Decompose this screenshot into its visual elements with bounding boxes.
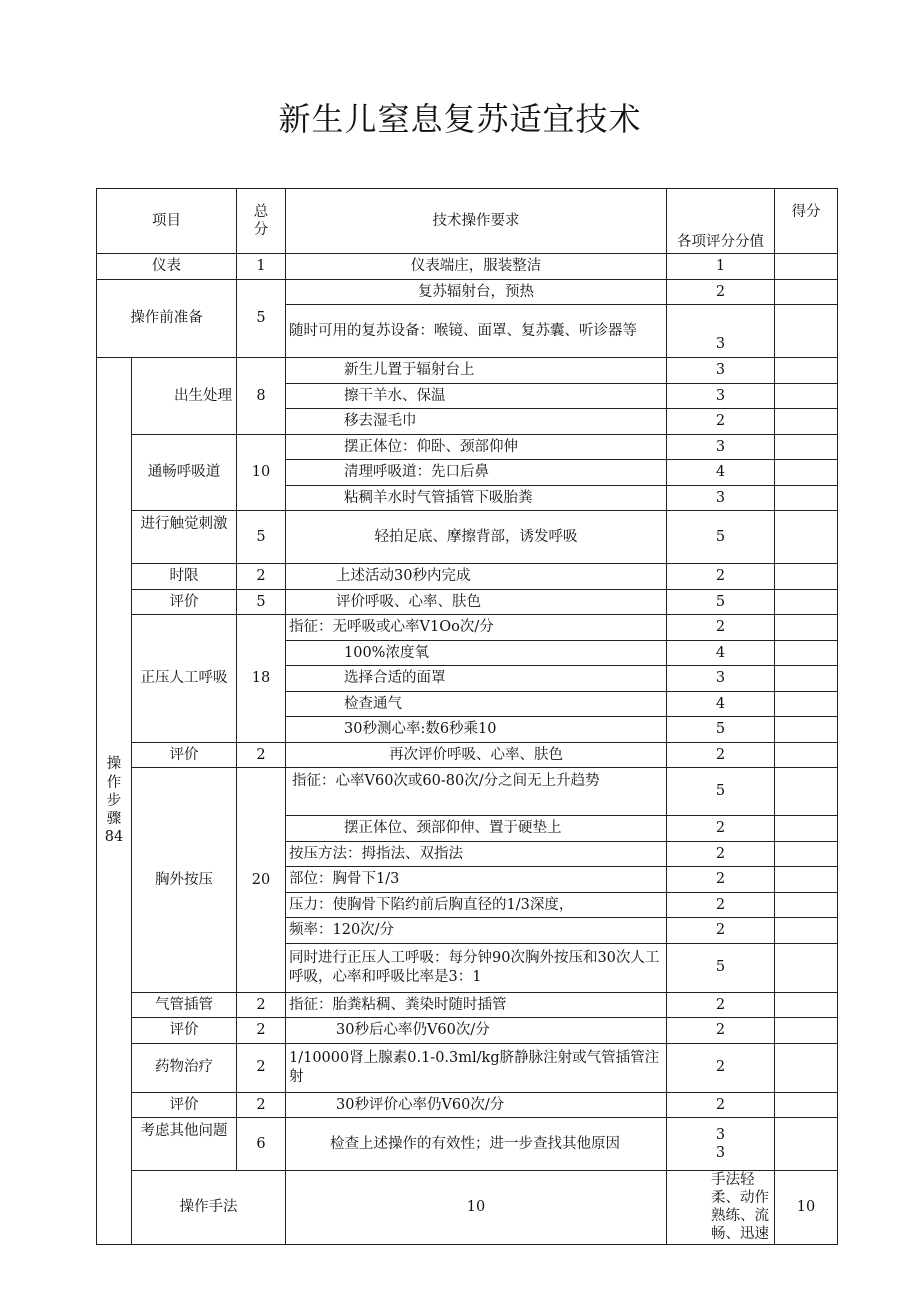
score-cell — [775, 867, 838, 893]
requirement-cell: 粘稠羊水时气管插管下吸胎粪 — [286, 485, 667, 511]
requirement-cell: 仪表端庄，服装整洁 — [286, 254, 667, 280]
score-cell — [775, 589, 838, 615]
score-cell — [775, 691, 838, 717]
score-cell — [775, 892, 838, 918]
subscore-cell: 2 — [667, 564, 775, 590]
requirement-cell: 擦干羊水、保温 — [286, 383, 667, 409]
section-name: 评价 — [132, 742, 237, 768]
subscore-cell: 2 — [667, 1043, 775, 1092]
section-total: 5 — [237, 589, 286, 615]
section-name: 气管插管 — [132, 992, 237, 1018]
score-cell — [775, 434, 838, 460]
scoring-table — [96, 188, 838, 1245]
requirement-cell: 30秒测心率:数6秒乘10 — [286, 717, 667, 743]
steps-label: 操作 步骤 84 — [97, 358, 132, 1245]
section-total: 8 — [237, 358, 286, 435]
section-name: 药物治疗 — [132, 1043, 237, 1092]
section-name: 操作前准备 — [97, 279, 237, 358]
requirement-cell: 指征：胎粪粘稠、粪染时随时插管 — [286, 992, 667, 1018]
subscore-cell: 2 — [667, 742, 775, 768]
requirement-cell: 上述活动30秒内完成 — [286, 564, 667, 590]
subscore-cell: 3 — [667, 485, 775, 511]
requirement-cell: 按压方法：拇指法、双指法 — [286, 841, 667, 867]
subscore-cell: 3 — [667, 434, 775, 460]
section-total: 20 — [237, 768, 286, 993]
requirement-cell: 30秒后心率仍V60次/分 — [286, 1018, 667, 1044]
table-row — [97, 1092, 838, 1118]
score-cell — [775, 1018, 838, 1044]
subscore-cell: 2 — [667, 867, 775, 893]
table-header-row — [97, 189, 838, 254]
section-total: 2 — [237, 1092, 286, 1118]
table-row — [97, 511, 838, 564]
subscore-cell: 5 — [667, 768, 775, 816]
section-total: 10 — [286, 1171, 667, 1245]
score-cell — [775, 460, 838, 486]
score-cell — [775, 358, 838, 384]
requirement-cell: 检查上述操作的有效性；进一步查找其他原因 — [286, 1118, 667, 1171]
requirement-cell: 指征：无呼吸或心率V1Oo次/分 — [286, 615, 667, 641]
score-cell — [775, 816, 838, 842]
section-name: 时限 — [132, 564, 237, 590]
requirement-cell: 轻拍足底、摩擦背部，诱发呼吸 — [286, 511, 667, 564]
table-row — [97, 254, 838, 280]
requirement-cell: 指征：心率V60次或60-80次/分之间无上升趋势 — [286, 768, 667, 816]
requirement-cell: 同时进行正压人工呼吸：每分钟90次胸外按压和30次人工呼吸，心率和呼吸比率是3：1 — [286, 943, 667, 992]
subscore-cell: 2 — [667, 992, 775, 1018]
score-cell — [775, 1118, 838, 1171]
subscore-cell: 3 — [667, 666, 775, 692]
section-total: 1 — [237, 254, 286, 280]
score-cell — [775, 943, 838, 992]
section-name: 仪表 — [97, 254, 237, 280]
subscore-cell: 2 — [667, 409, 775, 435]
section-total: 10 — [237, 434, 286, 511]
score-cell — [775, 742, 838, 768]
requirement-cell: 移去湿毛巾 — [286, 409, 667, 435]
table-row — [97, 1018, 838, 1044]
score-cell — [775, 254, 838, 280]
subscore-cell: 5 — [667, 943, 775, 992]
table-row — [97, 564, 838, 590]
requirement-cell: 清理呼吸道：先口后鼻 — [286, 460, 667, 486]
subscore-cell: 4 — [667, 640, 775, 666]
requirement-cell: 选择合适的面罩 — [286, 666, 667, 692]
section-total: 2 — [237, 1043, 286, 1092]
requirement-cell: 随时可用的复苏设备：喉镜、面罩、复苏囊、听诊器等 — [286, 305, 667, 358]
document-title: 新生儿窒息复苏适宜技术 — [278, 100, 642, 138]
score-cell — [775, 279, 838, 305]
subscore-cell: 3 — [667, 358, 775, 384]
subscore-cell: 2 — [667, 816, 775, 842]
section-total: 2 — [237, 564, 286, 590]
requirement-cell: 1/10000肾上腺素0.1-0.3ml/kg脐静脉注射或气管插管注射 — [286, 1043, 667, 1092]
section-name: 正压人工呼吸 — [132, 615, 237, 743]
section-name: 操作手法 — [132, 1171, 286, 1245]
header-subscore: 各项评分分值 — [667, 189, 775, 254]
requirement-cell: 再次评价呼吸、心率、肤色 — [286, 742, 667, 768]
table-row — [97, 615, 838, 641]
subscore-cell: 3 — [667, 305, 775, 358]
table-row — [97, 279, 838, 305]
requirement-cell: 100%浓度氧 — [286, 640, 667, 666]
section-total: 2 — [237, 992, 286, 1018]
subscore-cell: 2 — [667, 892, 775, 918]
subscore-cell: 4 — [667, 460, 775, 486]
table-row — [97, 434, 838, 460]
table-row — [97, 742, 838, 768]
score-cell — [775, 768, 838, 816]
section-total: 5 — [237, 511, 286, 564]
table-row — [97, 1171, 838, 1245]
subscore-cell: 2 — [667, 615, 775, 641]
score-cell — [775, 409, 838, 435]
score-cell — [775, 383, 838, 409]
score-cell — [775, 485, 838, 511]
section-name: 通畅呼吸道 — [132, 434, 237, 511]
section-name: 胸外按压 — [132, 768, 237, 993]
section-name: 评价 — [132, 589, 237, 615]
requirement-cell: 新生儿置于辐射台上 — [286, 358, 667, 384]
subscore-cell: 2 — [667, 918, 775, 944]
requirement-cell: 频率：120次/分 — [286, 918, 667, 944]
subscore-cell: 2 — [667, 1018, 775, 1044]
subscore-cell: 3 — [667, 383, 775, 409]
section-total: 18 — [237, 615, 286, 743]
section-name: 评价 — [132, 1092, 237, 1118]
score-cell — [775, 717, 838, 743]
requirement-cell: 部位：胸骨下1/3 — [286, 867, 667, 893]
table-row — [97, 992, 838, 1018]
requirement-cell: 复苏辐射台，预热 — [286, 279, 667, 305]
subscore-cell: 4 — [667, 691, 775, 717]
table-row — [97, 589, 838, 615]
requirement-cell: 摆正体位、颈部仰伸、置于硬垫上 — [286, 816, 667, 842]
requirement-cell: 评价呼吸、心率、肤色 — [286, 589, 667, 615]
subscore-cell: 5 — [667, 589, 775, 615]
subscore-cell: 2 — [667, 1092, 775, 1118]
score-cell — [775, 992, 838, 1018]
score-cell — [775, 918, 838, 944]
score-cell — [775, 841, 838, 867]
requirement-cell: 检查通气 — [286, 691, 667, 717]
requirement-cell: 手法轻柔、动作熟练、流畅、迅速 — [667, 1171, 775, 1245]
score-cell — [775, 564, 838, 590]
section-total: 6 — [237, 1118, 286, 1171]
header-total: 总 分 — [237, 189, 286, 254]
subscore-cell: 2 — [667, 279, 775, 305]
subscore-cell: 5 — [667, 511, 775, 564]
requirement-cell: 摆正体位：仰卧、颈部仰伸 — [286, 434, 667, 460]
score-cell — [775, 1092, 838, 1118]
score-cell — [775, 615, 838, 641]
subscore-cell: 10 — [775, 1171, 838, 1245]
section-name: 出生处理 — [132, 358, 237, 435]
header-score: 得分 — [775, 189, 838, 254]
header-requirement: 技术操作要求 — [286, 189, 667, 254]
score-cell — [775, 511, 838, 564]
subscore-cell: 5 — [667, 717, 775, 743]
section-total: 2 — [237, 1018, 286, 1044]
table-row — [97, 1043, 838, 1092]
subscore-cell: 1 — [667, 254, 775, 280]
table-row — [97, 1118, 838, 1171]
subscore-cell: 3 3 — [667, 1118, 775, 1171]
section-name: 进行触觉刺激 — [132, 511, 237, 564]
section-name: 评价 — [132, 1018, 237, 1044]
score-cell — [775, 640, 838, 666]
score-cell — [775, 1043, 838, 1092]
section-total: 2 — [237, 742, 286, 768]
score-cell — [775, 305, 838, 358]
section-name: 考虑其他问题 — [132, 1118, 237, 1171]
requirement-cell: 30秒评价心率仍V60次/分 — [286, 1092, 667, 1118]
header-item: 项目 — [97, 189, 237, 254]
requirement-cell: 压力：使胸骨下陷约前后胸直径的1/3深度， — [286, 892, 667, 918]
subscore-cell: 2 — [667, 841, 775, 867]
section-total: 5 — [237, 279, 286, 358]
table-row — [97, 358, 838, 384]
table-row — [97, 768, 838, 816]
score-cell — [775, 666, 838, 692]
